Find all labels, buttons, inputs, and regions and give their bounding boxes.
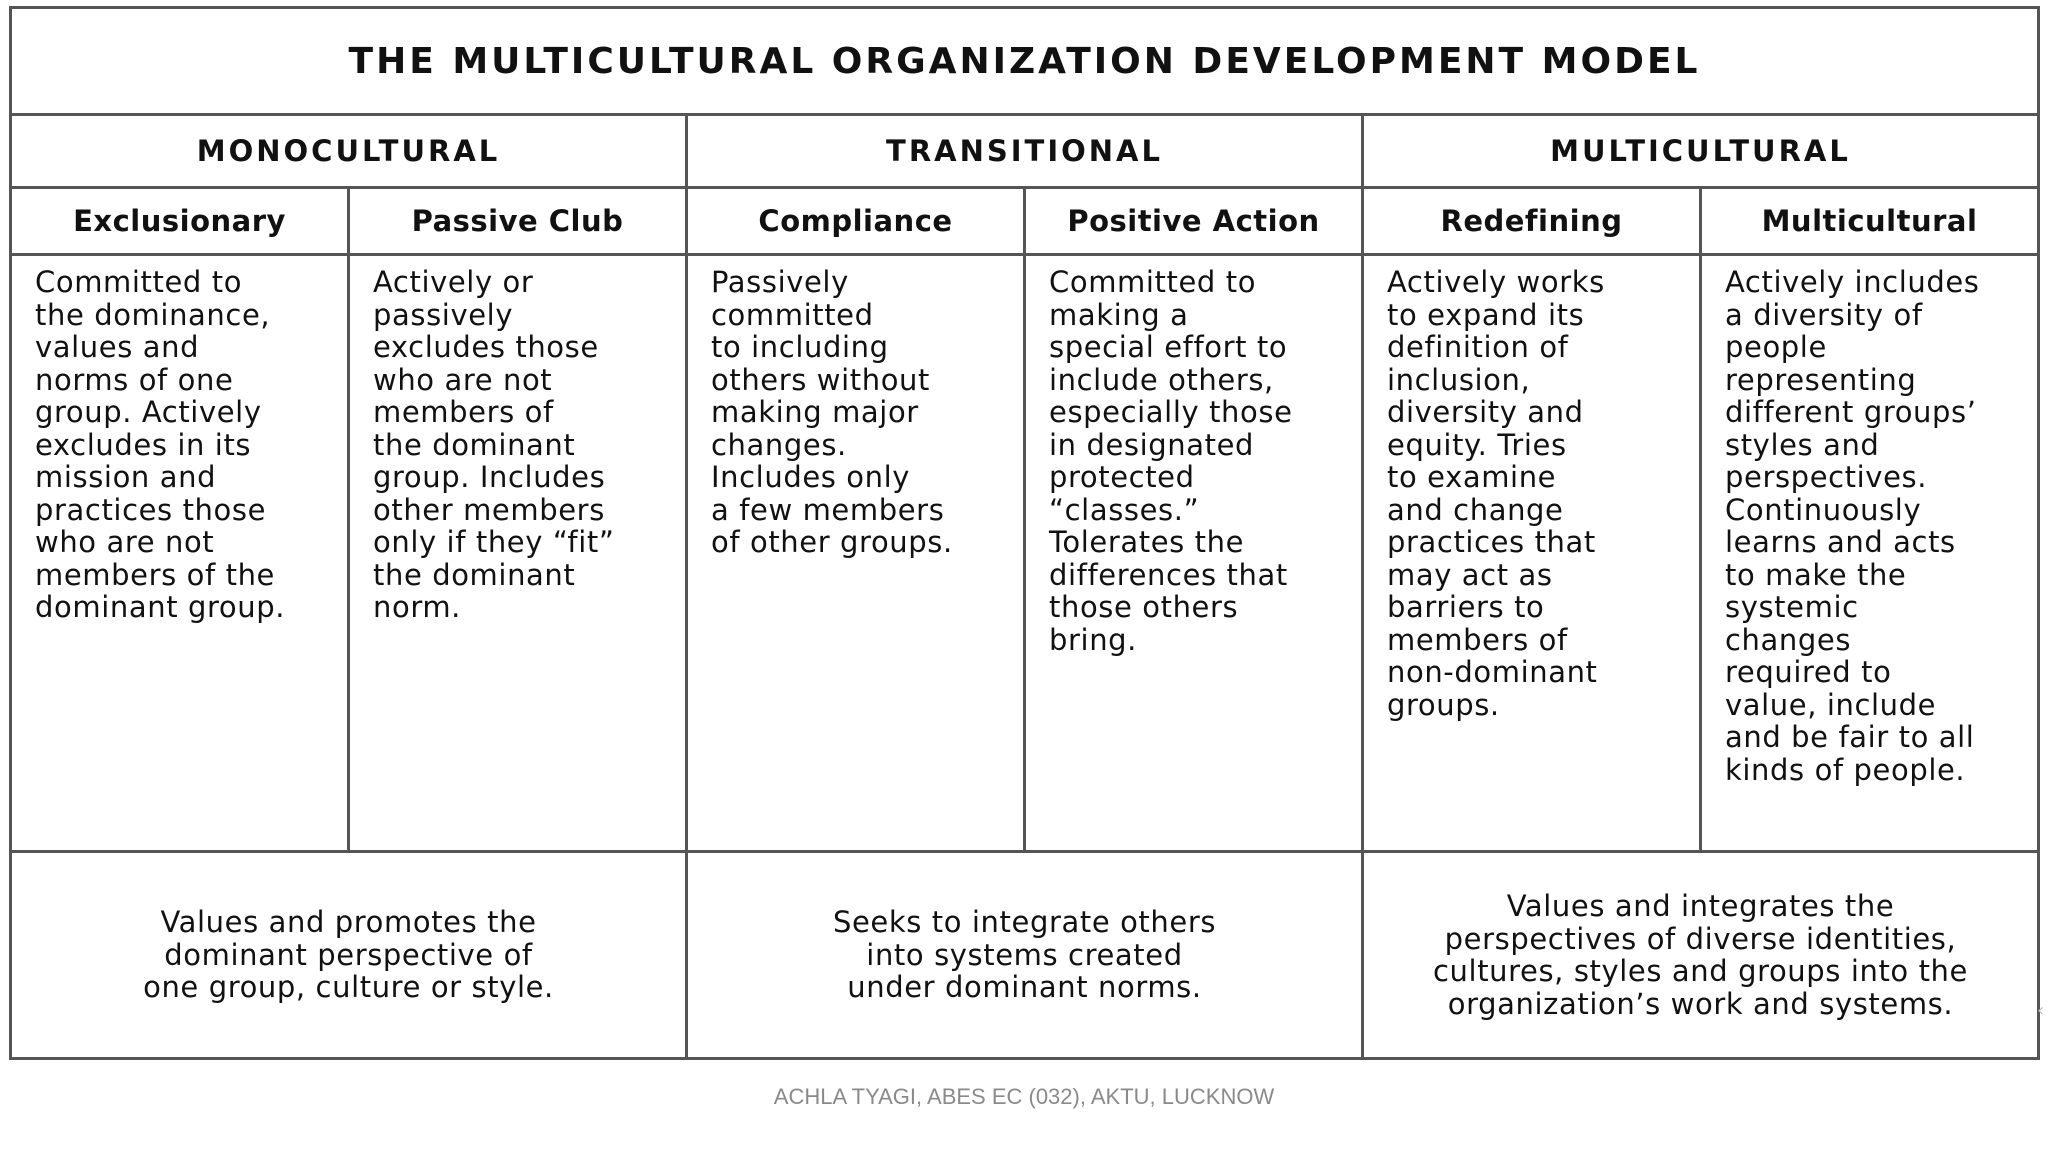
desc-multicultural: Actively includes a diversity of people representing different groups’ styles and perspectives. Continuously learns and acts to make the systemic changes required to value, include and be fair to all kinds of people. xyxy=(1725,265,1980,787)
type-redefining: Redefining xyxy=(1363,188,1701,255)
desc-cell-multicultural xyxy=(1701,255,2039,852)
title-row xyxy=(11,8,2039,115)
description-row xyxy=(11,255,2039,852)
stage-monocultural: MONOCULTURAL xyxy=(11,115,687,188)
desc-cell-positive-action xyxy=(1025,255,1363,852)
table-title: THE MULTICULTURAL ORGANIZATION DEVELOPMENT MODEL xyxy=(11,8,2039,115)
stage-multicultural: MULTICULTURAL xyxy=(1363,115,2039,188)
summary-row xyxy=(11,852,2039,1059)
desc-cell-passive-club xyxy=(349,255,687,852)
summary-transitional: Seeks to integrate others into systems created under dominant norms. xyxy=(687,852,1363,1059)
type-exclusionary: Exclusionary xyxy=(11,188,349,255)
model-table xyxy=(9,6,2040,1060)
stage-transitional: TRANSITIONAL xyxy=(687,115,1363,188)
type-multicultural: Multicultural xyxy=(1701,188,2039,255)
type-row xyxy=(11,188,2039,255)
desc-positive-action: Committed to making a special effort to include others, especially those in designated protected “classes.” Tolerates the differences that those others bring. xyxy=(1049,265,1293,657)
summary-monocultural: Values and promotes the dominant perspective of one group, culture or style. xyxy=(11,852,687,1059)
summary-multicultural: Values and integrates the perspectives of diverse identities, cultures, styles and groups into the organization’s work and systems. xyxy=(1363,852,2039,1059)
desc-cell-compliance xyxy=(687,255,1025,852)
desc-cell-redefining xyxy=(1363,255,1701,852)
desc-passive-club: Actively or passively excludes those who are not members of the dominant group. Includes other members only if they “fit” the dominant norm. xyxy=(373,265,615,624)
desc-redefining: Actively works to expand its definition of inclusion, diversity and equity. Tries to examine and change practices that may act as barriers to members of non-dominant groups. xyxy=(1387,265,1605,722)
edge-arrow-icon: ‹ xyxy=(2037,1000,2045,1021)
desc-exclusionary: Committed to the dominance, values and norms of one group. Actively excludes in its mission and practices those who are not members of the dominant group. xyxy=(35,265,286,624)
type-passive-club: Passive Club xyxy=(349,188,687,255)
slide-footer: ACHLA TYAGI, ABES EC (032), AKTU, LUCKNOW xyxy=(773,1084,1275,1109)
type-compliance: Compliance xyxy=(687,188,1025,255)
type-positive-action: Positive Action xyxy=(1025,188,1363,255)
desc-compliance: Passively committed to including others without making major changes. Includes only a few members of other groups. xyxy=(711,265,953,559)
desc-cell-exclusionary xyxy=(11,255,349,852)
stage-row xyxy=(11,115,2039,188)
